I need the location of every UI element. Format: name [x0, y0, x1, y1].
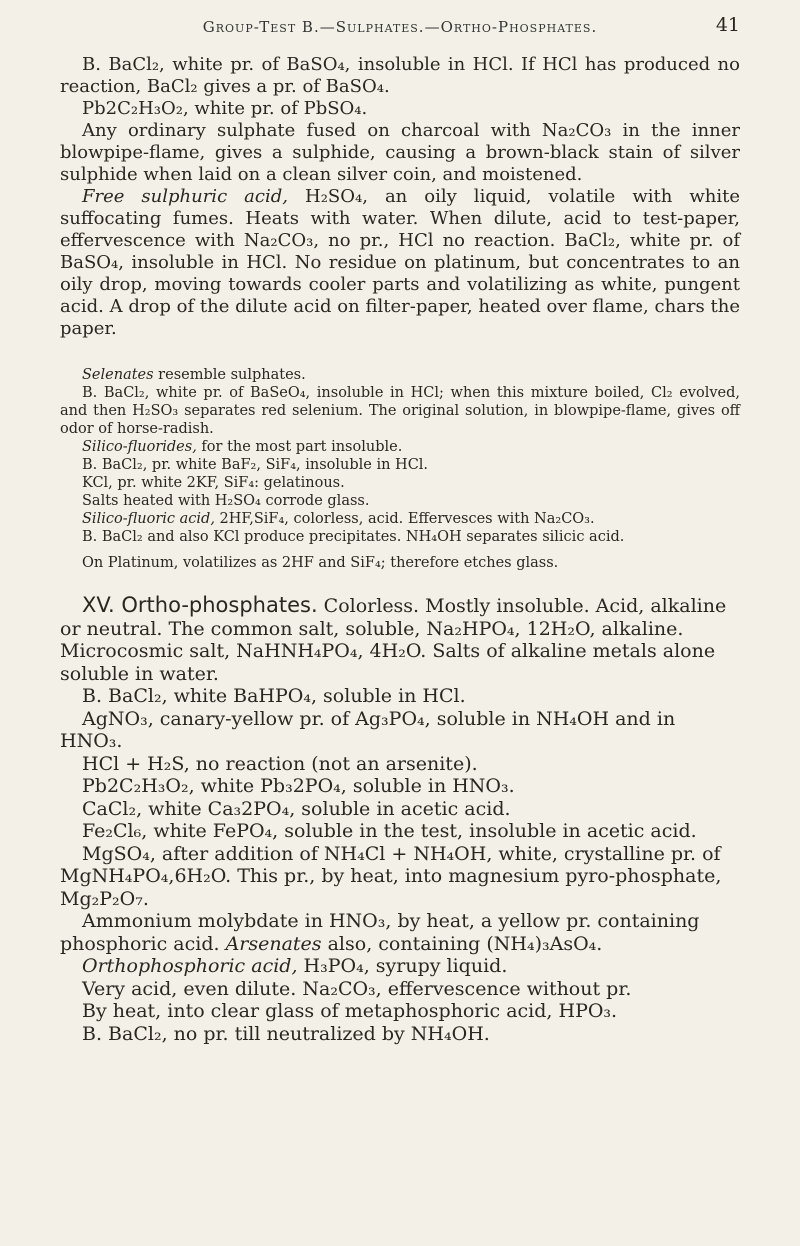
silico-fluorides-glass-test: Salts heated with H₂SO₄ corrode glass. — [82, 493, 370, 509]
orthophosphates-intro-text: Colorless. Mostly insoluble. Acid, alkaline or neutral. The common salt, soluble, Na₂HPO₄, 12H₂O, alkaline. Microcosmic salt, NaHNH₄PO₄, 4H₂O. Salts of alkaline metals alone soluble in water. — [60, 595, 727, 685]
page-header — [60, 0, 740, 48]
orthophosphoric-acid-intro — [60, 955, 740, 978]
arsenates-text: also, containing (NH₄)₃AsO₄. — [321, 932, 603, 955]
arsenates-term: Arsenates — [225, 932, 322, 955]
silico-fluorides-barium-test: B. BaCl₂, pr. white BaF₂, SiF₄, insoluble in HCl. — [82, 457, 429, 473]
orthophosphoric-acid-term: Orthophosphoric acid, — [82, 955, 298, 977]
page-number: 41 — [715, 14, 740, 36]
heat-test: By heat, into clear glass of metaphosphoric acid, HPO₃. — [82, 1000, 618, 1022]
orthophosphoric-acid-text: H₃PO₄, syrupy liquid. — [297, 955, 508, 977]
silver-nitrate-test: AgNO₃, canary-yellow pr. of Ag₃PO₄, soluble in NH₄OH and in HNO₃. — [60, 707, 676, 752]
lead-acetate-test: Pb2C₂H₃O₂, white pr. of PbSO₄. — [82, 98, 368, 119]
ferric-chloride-test: Fe₂Cl₆, white FePO₄, soluble in the test, insoluble in acetic acid. — [82, 820, 697, 842]
calcium-chloride-test: CaCl₂, white Ca₃2PO₄, soluble in acetic acid. — [82, 797, 511, 820]
neutralized-barium-test: B. BaCl₂, no pr. till neutralized by NH₄OH. — [82, 1022, 490, 1045]
free-sulphuric-acid-text: H₂SO₄, an oily liquid, volatile with white suffocating fumes. Heats with water. When dilute, acid to test-paper, effervescence with Na₂CO₃, no pr., HCl no reaction. BaCl₂, white pr. of BaSO₄, insoluble in HCl. No residue on platinum, but concentrates to an oily drop, moving towards cooler parts and volatilizing as white, pungent acid. A drop of the dilute acid on filter-paper, heated over flame, chars the paper. — [60, 186, 740, 339]
ammonium-molybdate-test — [60, 910, 740, 955]
barium-chloride-test: B. BaCl₂, white pr. of BaSO₄, insoluble in HCl. If HCl has produced no reaction, BaCl₂ gives a pr. of BaSO₄. — [60, 54, 740, 97]
silico-fluorides-term: Silico-fluorides, — [82, 439, 197, 455]
silico-fluorides-potassium-test: KCl, pr. white 2KF, SiF₄: gelatinous. — [82, 475, 345, 491]
silico-fluoric-acid-platinum-test: On Platinum, volatilizes as 2HF and SiF₄; therefore etches glass. — [82, 555, 559, 571]
selenates-section — [60, 366, 740, 572]
silico-fluoric-acid-intro-text: 2HF,SiF₄, colorless, acid. Effervesces with Na₂CO₃. — [214, 511, 595, 527]
silico-fluoric-acid-intro — [60, 510, 740, 528]
selenates-barium-test: B. BaCl₂, white pr. of BaSeO₄, insoluble in HCl; when this mixture boiled, Cl₂ evolved, and then H₂SO₃ separates red selenium. The original solution, in blowpipe-flame, gives off odor of horse-radish. — [60, 385, 740, 437]
free-sulphuric-acid-term: Free sulphuric acid, — [82, 186, 288, 207]
ammonium-molybdate-text: Ammonium molybdate in HNO₃, by heat, a yellow pr. containing phosphoric acid. — [60, 910, 700, 955]
barium-chloride-test: B. BaCl₂, white BaHPO₄, soluble in HCl. — [82, 685, 466, 707]
orthophosphates-intro — [60, 594, 740, 685]
acidity-test: Very acid, even dilute. Na₂CO₃, effervescence without pr. — [82, 977, 632, 1000]
selenates-term: Selenates — [82, 367, 154, 383]
lead-acetate-test: Pb2C₂H₃O₂, white Pb₃2PO₄, soluble in HNO₃. — [82, 775, 515, 797]
silico-fluoric-acid-barium-test: B. BaCl₂ and also KCl produce precipitates. NH₄OH separates silicic acid. — [82, 529, 625, 545]
hydrogen-sulphide-test: HCl + H₂S, no reaction (not an arsenite). — [82, 752, 478, 775]
selenates-intro-text: resemble sulphates. — [153, 367, 306, 383]
silico-fluorides-intro-text: for the most part insoluble. — [196, 439, 403, 455]
charcoal-fusion-test: Any ordinary sulphate fused on charcoal with Na₂CO₃ in the inner blowpipe-flame, gives a sulphide, causing a brown-black stain of silver sulphide when laid on a clean silver coin, and moistened. — [60, 120, 740, 185]
free-sulphuric-acid-paragraph — [60, 186, 740, 340]
sulphates-section — [60, 54, 740, 340]
silico-fluorides-intro — [60, 438, 740, 456]
silico-fluoric-acid-term: Silico-fluoric acid, — [82, 511, 215, 527]
selenates-intro — [60, 366, 740, 384]
running-head: Group-Test B.—Sulphates.—Ortho-Phosphates. — [202, 18, 598, 36]
section-heading: XV. Ortho-phosphates. — [82, 593, 318, 617]
magnesium-sulphate-test: MgSO₄, after addition of NH₄Cl + NH₄OH, white, crystalline pr. of MgNH₄PO₄,6H₂O. This pr., by heat, into magnesium pyro-phosphate, Mg₂P₂O₇. — [60, 842, 722, 910]
orthophosphates-section — [60, 594, 740, 1045]
